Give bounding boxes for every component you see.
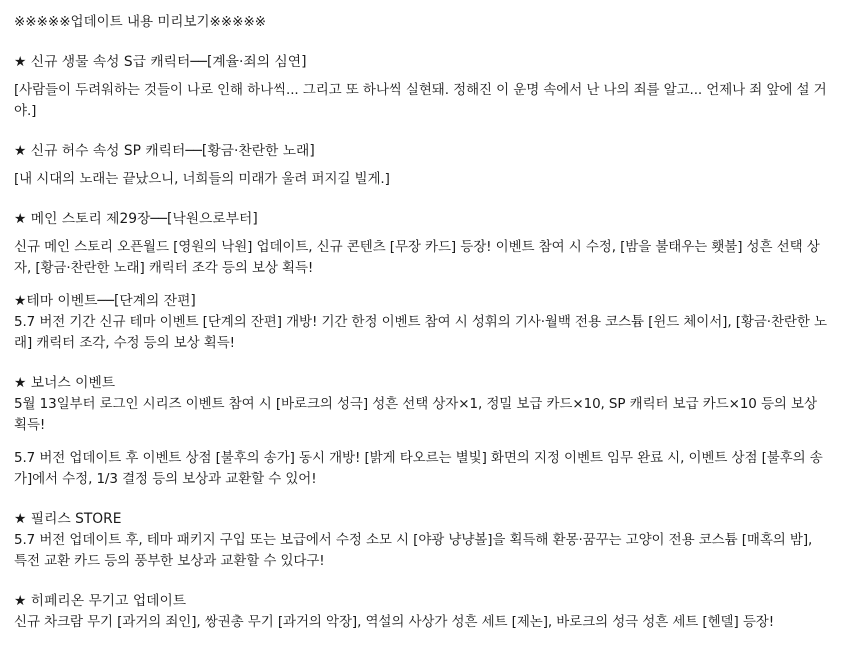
section-heading-phyllis-store: ★ 필리스 STORE xyxy=(14,511,122,527)
section-body-new-s-character: [사람들이 두려워하는 것들이 나로 인해 하나씩... 그리고 또 하나씩 실현돼. 정해진 이 운명 속에서 난 나의 죄를 알고... 언제나 죄 앞에 설 거야.] xyxy=(14,82,827,119)
section-body-new-sp-character: [내 시대의 노래는 끝났으니, 너희들의 미래가 울려 퍼지길 빌게.] xyxy=(14,171,390,187)
spacer xyxy=(14,33,828,52)
section-heading-new-s-character: ★ 신규 생물 속성 S급 캐릭터──[계율·죄의 심연] xyxy=(14,54,307,70)
spacer xyxy=(14,436,828,448)
spacer xyxy=(14,230,828,237)
spacer xyxy=(14,73,828,80)
spacer xyxy=(14,572,828,591)
section-heading-bonus-event: ★ 보너스 이벤트 xyxy=(14,375,116,391)
section-body-bonus-event-shop: 5.7 버전 업데이트 후 이벤트 상점 [불후의 송가] 동시 개방! [밝게 타오르는 별빛] 화면의 지정 이벤트 임무 완료 시, 이벤트 상점 [불후의 송가]에서 수정, 1/3 결정 등의 보상과 교환할 수 있어! xyxy=(14,450,823,487)
spacer xyxy=(14,122,828,141)
section-heading-hyperion-armory: ★ 히페리온 무기고 업데이트 xyxy=(14,593,187,609)
section-body-bonus-event-login: 5월 13일부터 로그인 시리즈 이벤트 참여 시 [바로크의 성극] 성흔 선택 상자×1, 정밀 보급 카드×10, SP 캐릭터 보급 카드×10 등의 보상 획득! xyxy=(14,396,822,433)
spacer xyxy=(14,190,828,209)
section-heading-theme-event: ★테마 이벤트──[단계의 잔편] xyxy=(14,293,196,309)
section-body-phyllis-store: 5.7 버전 업데이트 후, 테마 패키지 구입 또는 보급에서 수정 소모 시 [야광 냥냥볼]을 획득해 환몽·꿈꾸는 고양이 전용 코스튬 [매혹의 밤], 특전 교환 카드 등의 풍부한 보상과 교환할 수 있다구! xyxy=(14,532,817,569)
section-body-hyperion-armory: 신규 차크람 무기 [과거의 죄인], 쌍권총 무기 [과거의 악장], 역설의 사상가 성흔 세트 [제논], 바로크의 성극 성흔 세트 [헨델] 등장! xyxy=(14,614,775,630)
section-body-theme-event: 5.7 버전 기간 신규 테마 이벤트 [단계의 잔편] 개방! 기간 한정 이벤트 참여 시 성휘의 기사·월백 전용 코스튬 [윈드 체이서], [황금·찬란한 노래] 캐릭터 조각, 수정 등의 보상 획득! xyxy=(14,314,827,351)
section-body-main-story: 신규 메인 스토리 오픈월드 [영원의 낙원] 업데이트, 신규 콘텐츠 [무장 카드] 등장! 이벤트 참여 시 수정, [밤을 불태우는 횃불] 성흔 선택 상자, [황금·찬란한 노래] 캐릭터 조각 등의 보상 획득! xyxy=(14,239,820,276)
section-heading-new-sp-character: ★ 신규 허수 속성 SP 캐릭터──[황금·찬란한 노래] xyxy=(14,143,315,159)
document-header: ※※※※※업데이트 내용 미리보기※※※※※ xyxy=(14,14,267,30)
spacer xyxy=(14,354,828,373)
section-heading-main-story: ★ 메인 스토리 제29장──[낙원으로부터] xyxy=(14,211,258,227)
spacer xyxy=(14,490,828,509)
spacer xyxy=(14,279,828,291)
spacer xyxy=(14,162,828,169)
